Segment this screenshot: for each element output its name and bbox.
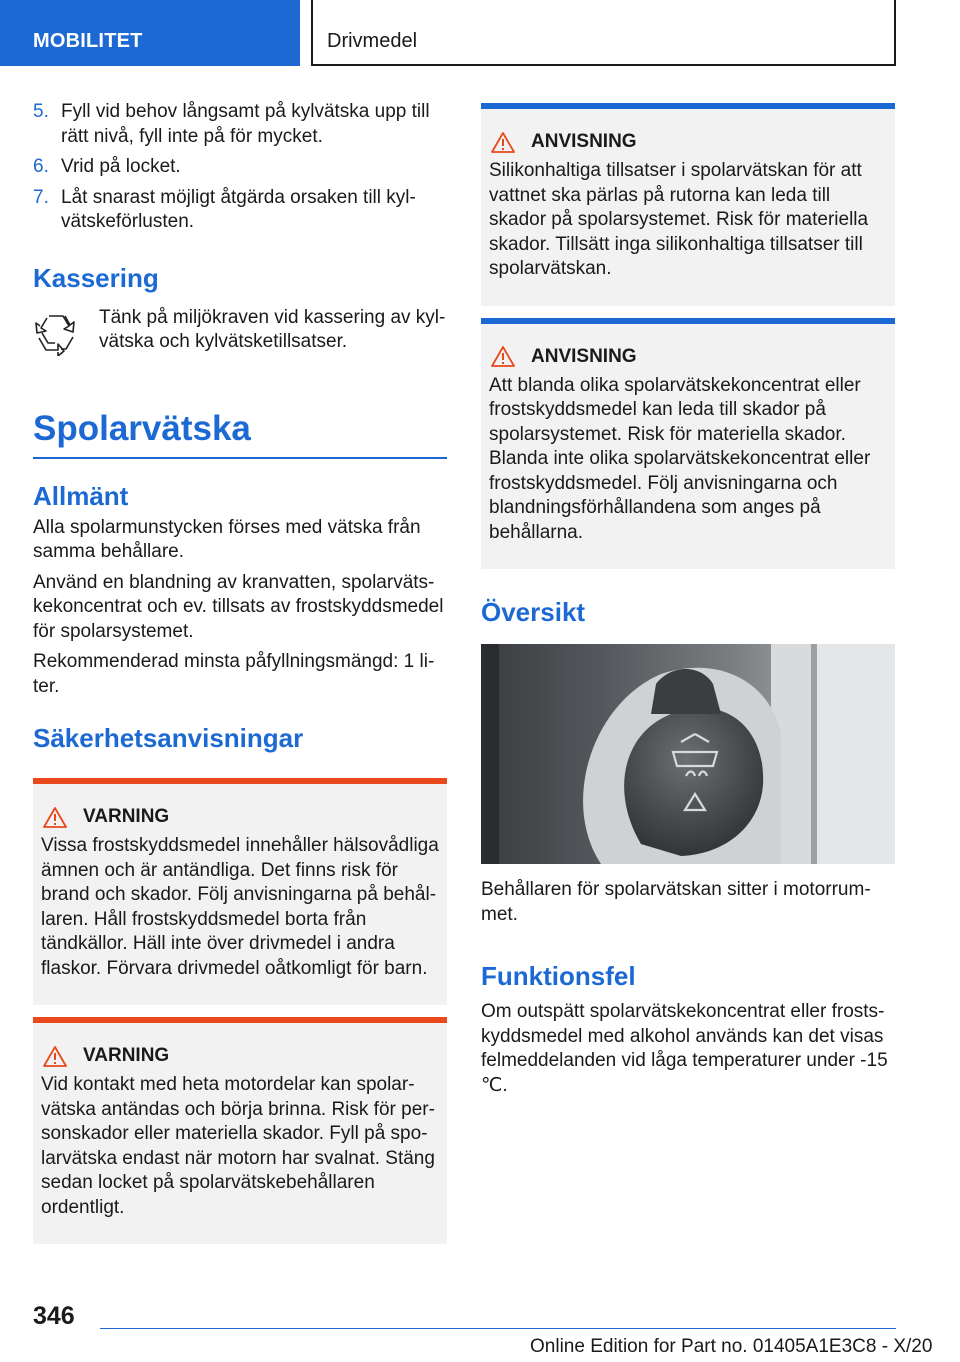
- right-column: [481, 103, 895, 1098]
- funktionsfel-heading: Funktionsfel: [481, 961, 636, 991]
- section-tab: MOBILITET: [0, 0, 300, 66]
- warning-box: VARNING Vid kontakt med heta motordelar kan spolarvätska antändas och börja brinna. Risk för personskador eller materiella skador. Fyll på spolarvätska endast när motorn har svalnat. Stäng sedan locket på spolarvätskebehållaren ordentligt.: [33, 1017, 447, 1244]
- footer-rule: [100, 1328, 896, 1329]
- oversikt-heading: Översikt: [481, 597, 586, 627]
- main-heading: Spolarvätska: [33, 408, 251, 448]
- heading-rule: [33, 457, 447, 459]
- allmant-text: Alla spolarmunstycken förses med vätska från samma behållare. Använd en blandning av kranvatten, spolarvätskekoncentrat och ev. tillsats av frostskyddsmedel för spolarsystemet. Rekommenderad minsta påfyllningsmängd: 1 liter.: [33, 516, 444, 697]
- warning-box: VARNING Vissa frostskyddsmedel innehåller hälsovådliga ämnen och är antändliga. Det finns risk för brand och skador. Följ anvisningarna på behållaren. Håll frostskyddsmedel borta från tändkällor. Häll inte över drivmedel i andra flaskor. Förvara drivmedel oåtkomligt för barn.: [33, 778, 447, 1005]
- warning-icon: [491, 346, 515, 367]
- list-item: 5. Fyll vid behov långsamt på kylvätska upp till rätt nivå, fyll inte på för mycket.: [33, 101, 430, 147]
- recycle-note: Tänk på miljökraven vid kassering av kylvätska och kylvätsketillsatser.: [33, 306, 447, 361]
- edition-text: Online Edition for Part no. 01405A1E3C8 - X/20: [530, 1336, 933, 1357]
- funktionsfel-text: Om outspätt spolarvätskekoncentrat eller frostskyddsmedel med alkohol används kan det visas felmeddelanden vid låga temperaturer under -15 ℃.: [481, 1001, 888, 1096]
- warning-icon: [43, 1046, 67, 1067]
- recycle-icon: [33, 306, 99, 361]
- list-item: 6. Vrid på locket.: [33, 156, 181, 177]
- sakerhet-heading: Säkerhetsanvisningar: [33, 723, 304, 753]
- steps-list: [33, 100, 447, 235]
- allmant-heading: Allmänt: [33, 480, 129, 511]
- list-item: 7. Låt snarast möjligt åtgärda orsaken till kylvätskeförlusten.: [33, 186, 416, 232]
- chapter-title: Drivmedel: [311, 0, 896, 66]
- page-number: 346: [33, 1302, 75, 1330]
- washer-reservoir-photo: [481, 644, 895, 864]
- warning-icon: [43, 807, 67, 828]
- notice-box: ANVISNING Att blanda olika spolarvätskekoncentrat eller frostskyddsmedel kan leda till skador på spolarsystemet. Risk för materiella skador. Blanda inte olika spolarvätskekoncentrat eller frostskyddsmedel. Följ anvisningarna och blandningsförhållandena som anges på behållarna.: [481, 318, 895, 570]
- warning-icon: [491, 132, 515, 153]
- kassering-heading: Kassering: [33, 262, 159, 293]
- notice-box: ANVISNING Silikonhaltiga tillsatser i spolarvätskan för att vattnet ska pärlas på rutorna kan leda till skador på spolarsystemet. Risk för materiella skador. Tillsätt inga silikonhaltiga tillsatser till spolarvätskan.: [481, 103, 895, 306]
- photo-caption: Behållaren för spolarvätskan sitter i motorrummet.: [481, 879, 871, 925]
- left-column: [33, 100, 447, 1244]
